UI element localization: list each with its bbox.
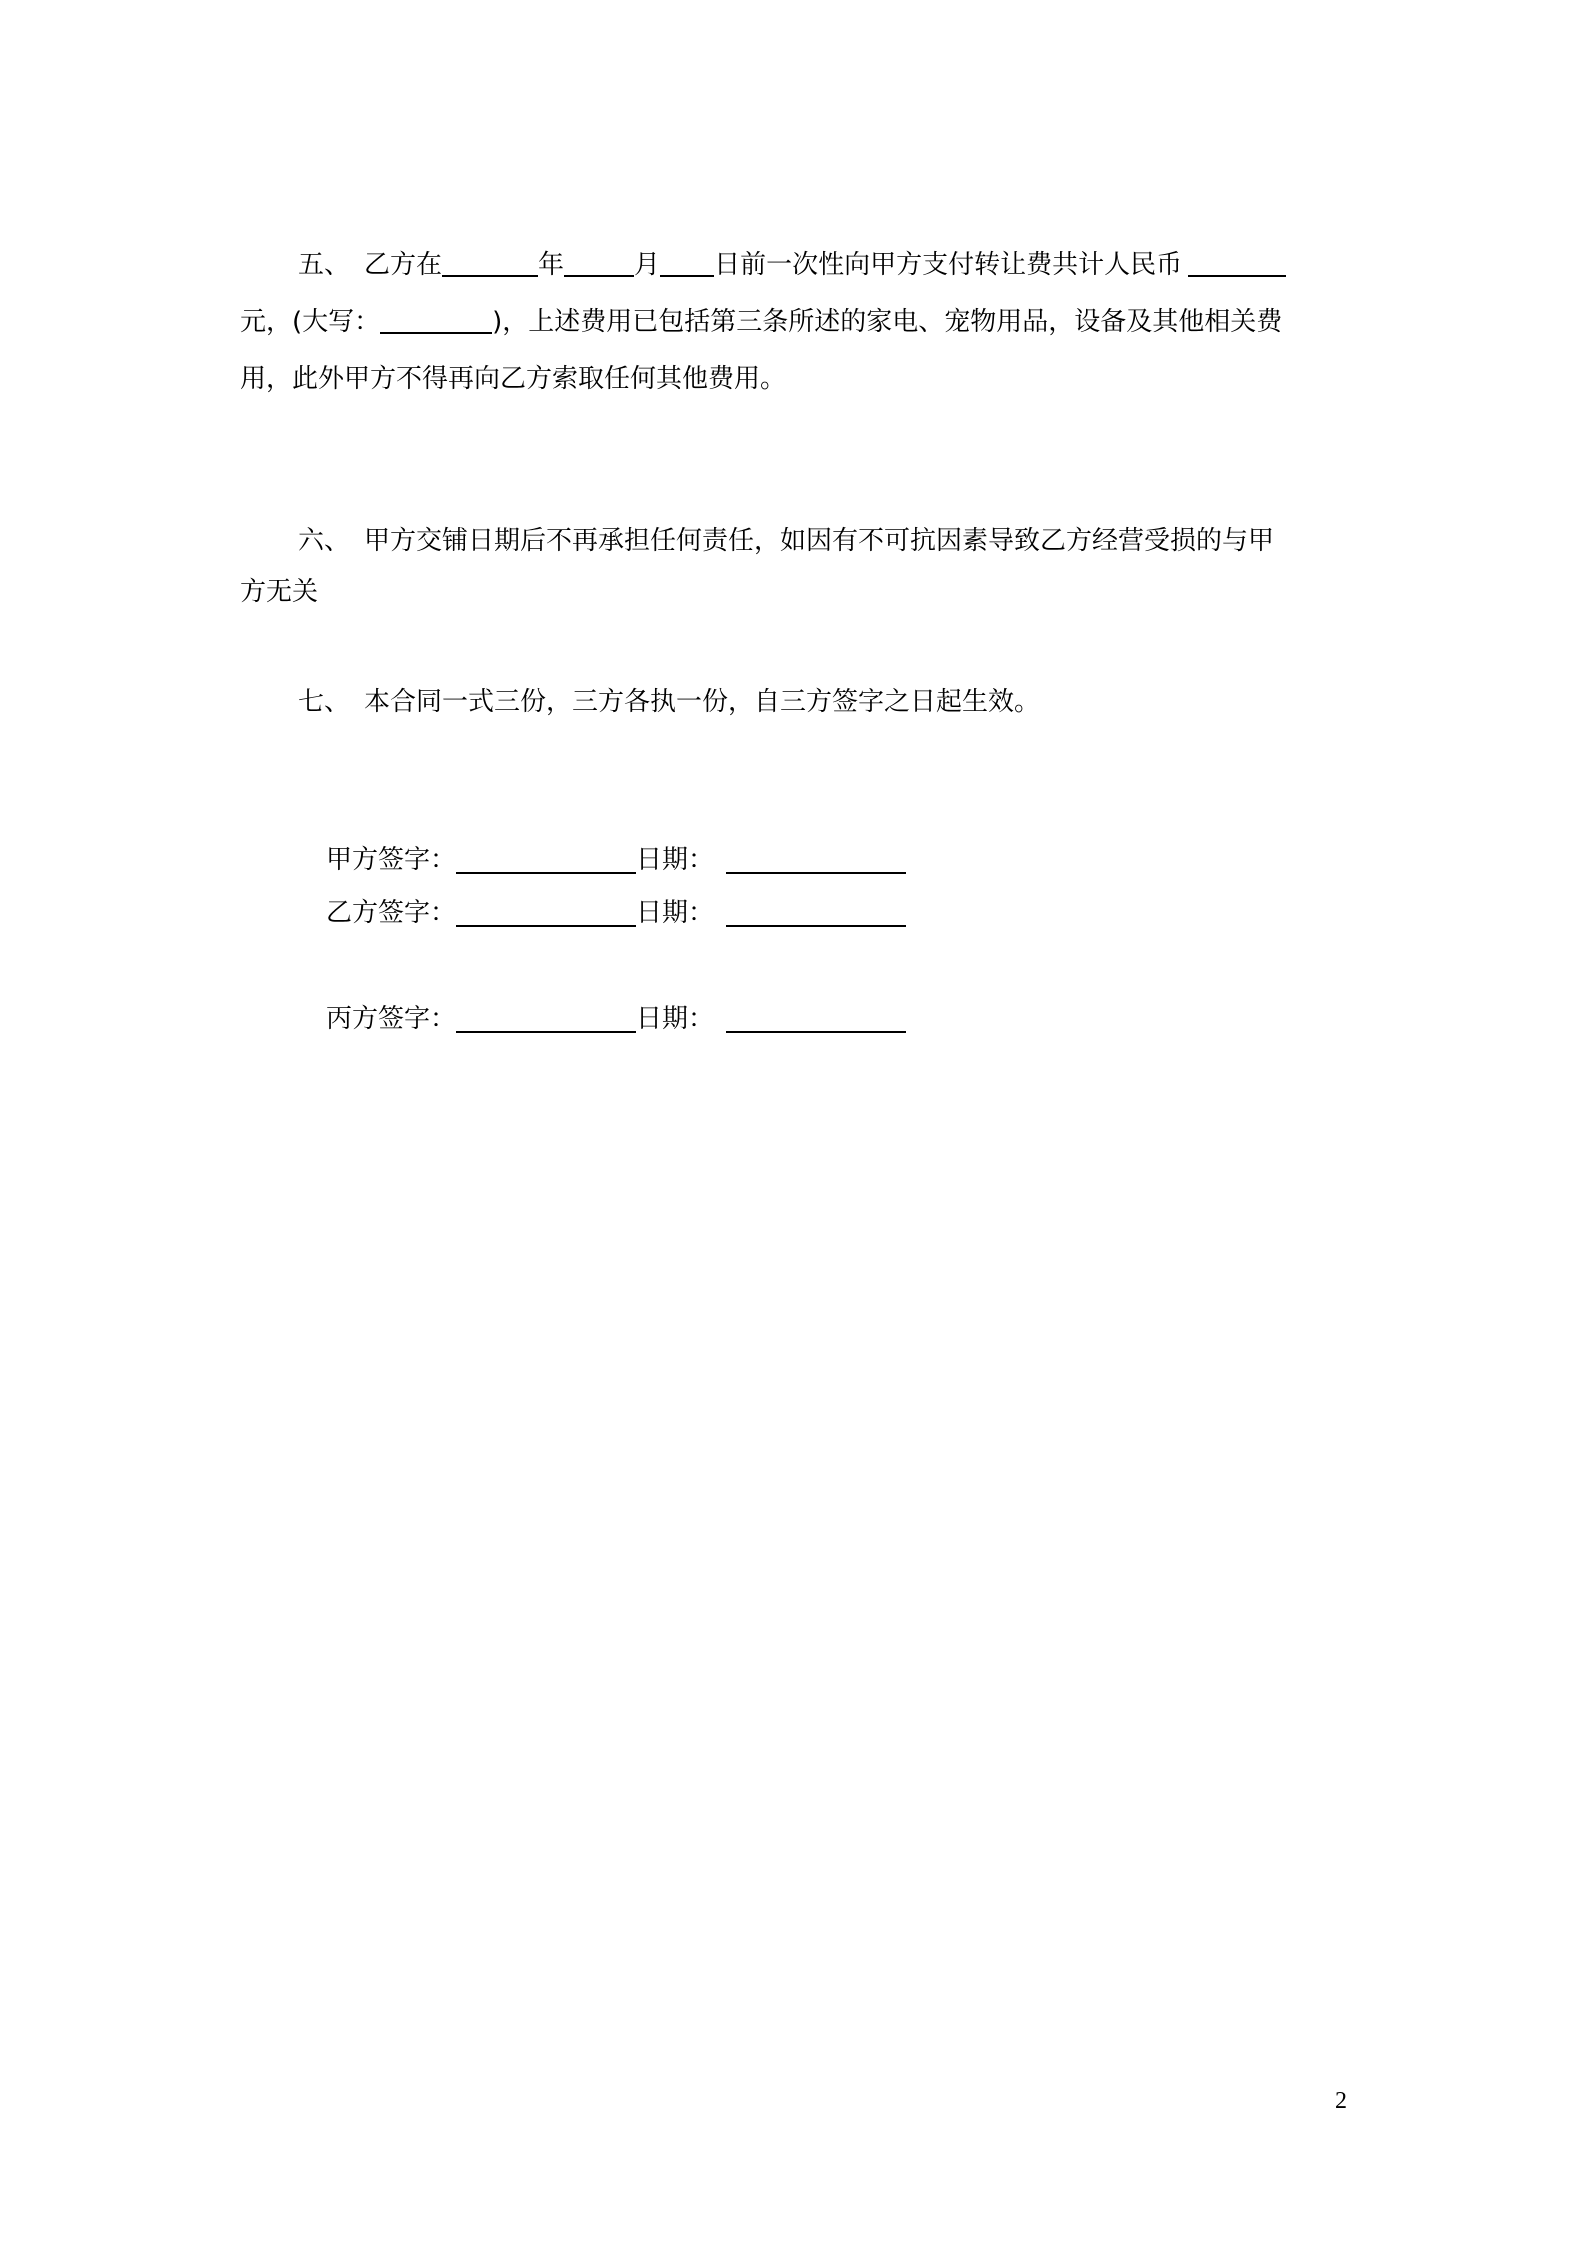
party-a-signature-field[interactable] xyxy=(456,842,636,874)
party-a-signature-label: 甲方签字： xyxy=(326,845,457,875)
signature-row-party-b xyxy=(326,891,906,935)
month-blank[interactable] xyxy=(564,245,634,277)
signature-row-party-c xyxy=(326,997,906,1041)
amount-blank[interactable] xyxy=(1188,245,1286,277)
clause-5-text-f: )，上述费用已包括第三条所述的家电、宠物用品，设备及其他相关费 xyxy=(492,307,1283,337)
party-c-date-field[interactable] xyxy=(726,1001,906,1033)
clause-5-number: 五、 xyxy=(298,250,351,280)
clause-6-line-2 xyxy=(240,570,318,614)
party-b-signature-field[interactable] xyxy=(456,895,636,927)
clause-5-line-2 xyxy=(240,300,1282,344)
clause-5-line-1 xyxy=(298,243,1286,287)
clause-7-line-1 xyxy=(298,680,1040,724)
amount-uppercase-blank[interactable] xyxy=(380,302,492,334)
page-number: 2 xyxy=(1335,2088,1347,2114)
clause-6-number: 六、 xyxy=(298,526,351,556)
party-b-date-label: 日期： xyxy=(636,898,715,928)
clause-6-text-b: 方无关 xyxy=(240,577,319,607)
year-blank[interactable] xyxy=(442,245,538,277)
clause-6-text-a: 甲方交铺日期后不再承担任何责任，如因有不可抗因素导致乙方经营受损的与甲 xyxy=(364,526,1275,556)
clause-5-text-a: 乙方在 xyxy=(364,250,443,280)
party-b-signature-label: 乙方签字： xyxy=(326,898,457,928)
clause-5-text-g: 用，此外甲方不得再向乙方索取任何其他费用。 xyxy=(240,364,787,394)
clause-5-text-c: 月 xyxy=(634,250,661,280)
party-a-date-field[interactable] xyxy=(726,842,906,874)
clause-5-line-3 xyxy=(240,357,786,401)
clause-5-text-d: 日前一次性向甲方支付转让费共计人民币 xyxy=(714,250,1183,280)
party-c-signature-label: 丙方签字： xyxy=(326,1004,457,1034)
signature-row-party-a xyxy=(326,838,906,882)
clause-7-text: 本合同一式三份，三方各执一份，自三方签字之日起生效。 xyxy=(364,687,1041,717)
party-a-date-label: 日期： xyxy=(636,845,715,875)
clause-6-line-1 xyxy=(298,519,1274,563)
party-c-signature-field[interactable] xyxy=(456,1001,636,1033)
clause-5-text-e: 元，(大写： xyxy=(240,307,381,337)
clause-7-number: 七、 xyxy=(298,687,351,717)
day-blank[interactable] xyxy=(660,245,714,277)
party-c-date-label: 日期： xyxy=(636,1004,715,1034)
party-b-date-field[interactable] xyxy=(726,895,906,927)
clause-5-text-b: 年 xyxy=(538,250,565,280)
